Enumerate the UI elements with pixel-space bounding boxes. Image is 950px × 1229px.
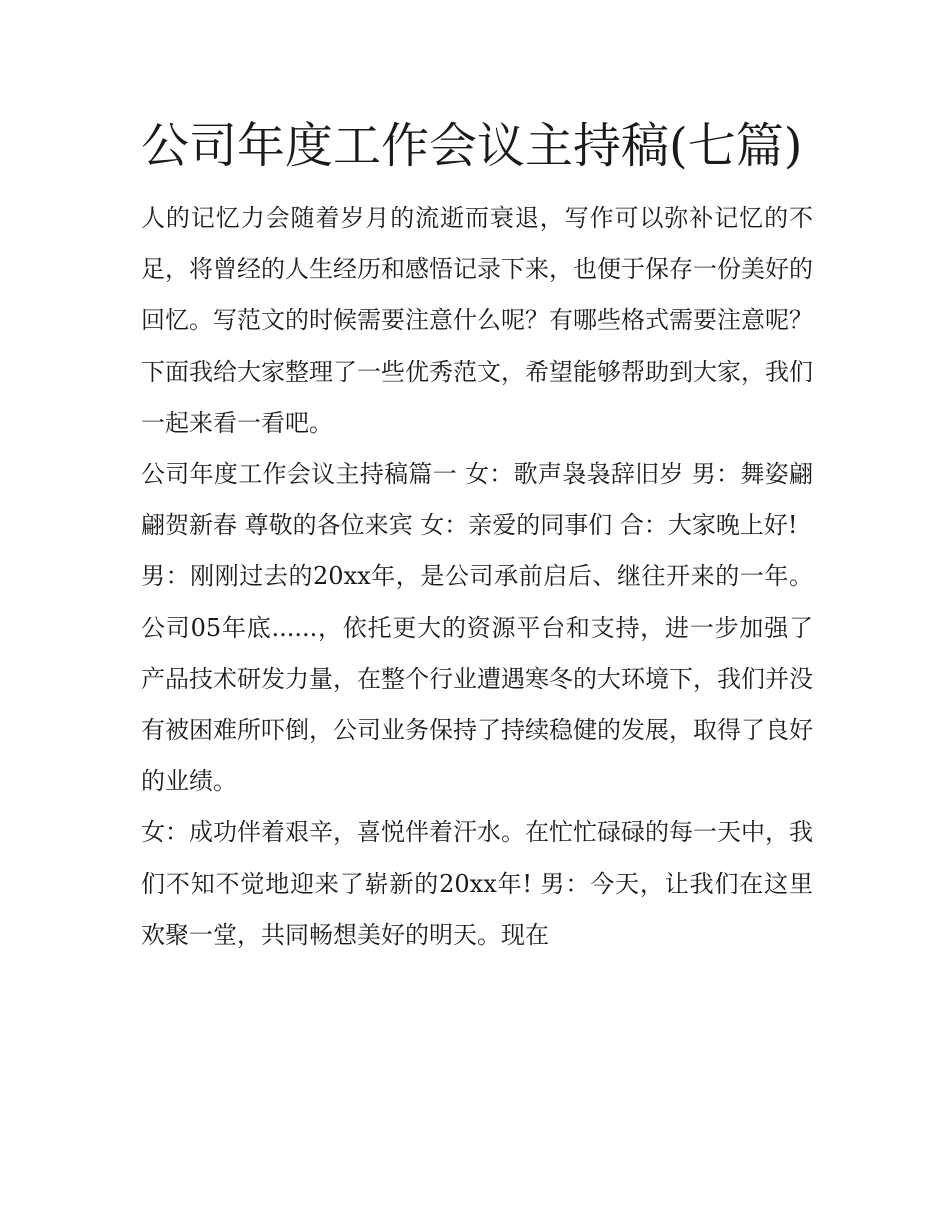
paragraph-opening-lines: 公司年度工作会议主持稿篇一 女：歌声袅袅辞旧岁 男：舞姿翩翩贺新春 尊敬的各位来宾 女：亲爱的同事们 合：大家晚上好! [141,460,813,540]
document-title: 公司年度工作会议主持稿(七篇) [141,118,803,174]
document-body [141,115,813,961]
intro-paragraph: 人的记忆力会随着岁月的流逝而衰退，写作可以弥补记忆的不足，将曾经的人生经历和感悟记录下来，也便于保存一份美好的回忆。写范文的时候需要注意什么呢？有哪些格式需要注意呢？下面我给大家整理了一些优秀范文，希望能够帮助到大家，我们一起来看一看吧。 [141,204,813,437]
paragraph-female-host: 女：成功伴着艰辛，喜悦伴着汗水。在忙忙碌碌的每一天中，我们不知不觉地迎来了崭新的20xx年! 男：今天，让我们在这里欢聚一堂，共同畅想美好的明天。现在 [141,818,813,949]
paragraph-male-host: 男：刚刚过去的20xx年，是公司承前启后、继往开来的一年。公司05年底......，依托更大的资源平台和支持，进一步加强了产品技术研发力量，在整个行业遭遇寒冬的大环境下，我们并没有被困难所吓倒，公司业务保持了持续稳健的发展，取得了良好的业绩。 [141,562,813,796]
